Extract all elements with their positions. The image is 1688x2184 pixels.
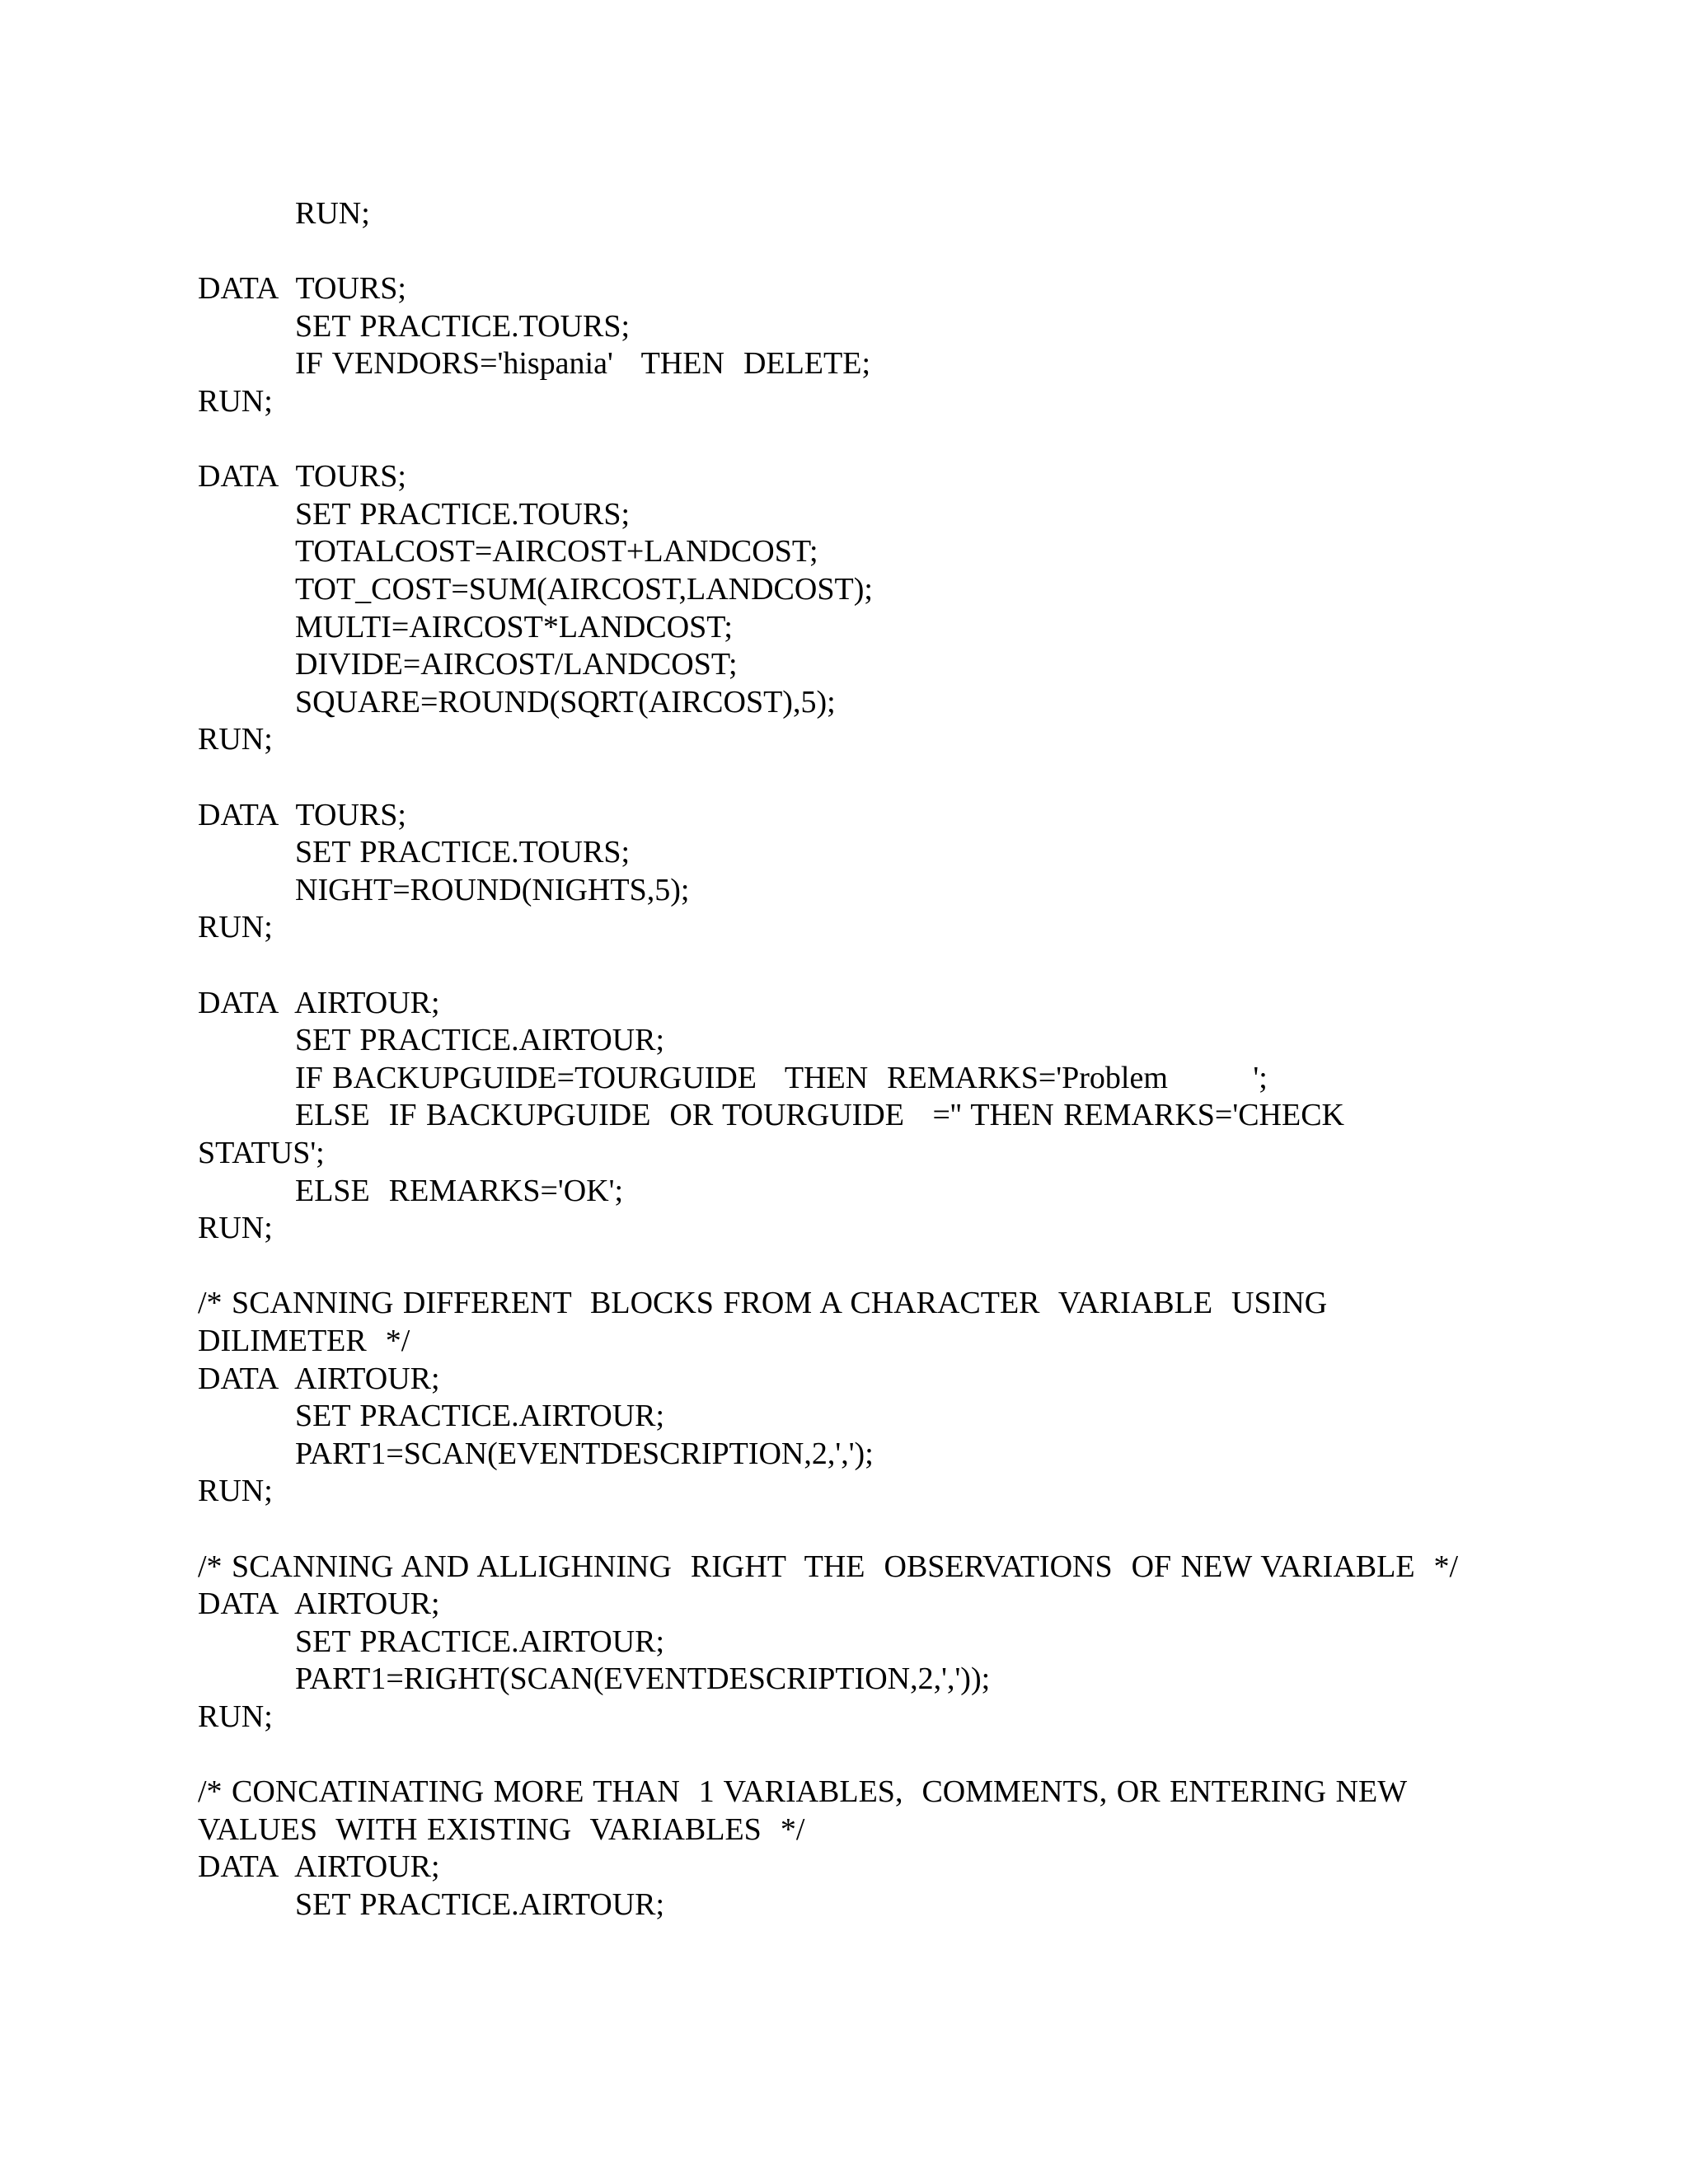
code-line: /* CONCATINATING MORE THAN 1 VARIABLES, COMMENTS, OR ENTERING NEW bbox=[198, 1774, 1408, 1809]
code-line: DILIMETER */ bbox=[198, 1324, 410, 1358]
code-line: SET PRACTICE.AIRTOUR; bbox=[295, 1887, 665, 1922]
code-line: DATA TOURS; bbox=[198, 271, 406, 306]
code-line: VALUES WITH EXISTING VARIABLES */ bbox=[198, 1812, 805, 1847]
code-line: DATA AIRTOUR; bbox=[198, 986, 440, 1020]
code-line: DATA TOURS; bbox=[198, 459, 406, 494]
code-line: DATA AIRTOUR; bbox=[198, 1849, 440, 1884]
code-line: SET PRACTICE.TOURS; bbox=[295, 309, 631, 344]
code-line: SQUARE=ROUND(SQRT(AIRCOST),5); bbox=[295, 685, 836, 719]
code-line: SET PRACTICE.AIRTOUR; bbox=[295, 1624, 665, 1659]
code-line: RUN; bbox=[198, 1211, 273, 1245]
code-line: SET PRACTICE.AIRTOUR; bbox=[295, 1399, 665, 1433]
code-line: IF VENDORS='hispania' THEN DELETE; bbox=[295, 346, 871, 381]
code-line: DIVIDE=AIRCOST/LANDCOST; bbox=[295, 647, 738, 682]
code-line: RUN; bbox=[198, 384, 273, 419]
code-line: ELSE REMARKS='OK'; bbox=[295, 1174, 624, 1208]
code-line: /* SCANNING DIFFERENT BLOCKS FROM A CHARACTER VARIABLE USING bbox=[198, 1286, 1328, 1320]
code-line: RUN; bbox=[198, 1474, 273, 1508]
code-line: IF BACKUPGUIDE=TOURGUIDE THEN REMARKS='Problem '; bbox=[295, 1061, 1268, 1095]
code-line: DATA AIRTOUR; bbox=[198, 1586, 440, 1621]
code-line: DATA AIRTOUR; bbox=[198, 1361, 440, 1396]
code-line: ELSE IF BACKUPGUIDE OR TOURGUIDE ='' THEN REMARKS='CHECK bbox=[295, 1098, 1344, 1132]
code-line: PART1=RIGHT(SCAN(EVENTDESCRIPTION,2,',')); bbox=[295, 1661, 991, 1696]
code-line: TOTALCOST=AIRCOST+LANDCOST; bbox=[295, 534, 818, 569]
code-line: NIGHT=ROUND(NIGHTS,5); bbox=[295, 873, 690, 907]
code-line: /* SCANNING AND ALLIGHNING RIGHT THE OBSERVATIONS OF NEW VARIABLE */ bbox=[198, 1549, 1459, 1584]
code-line: RUN; bbox=[198, 910, 273, 944]
code-line: TOT_COST=SUM(AIRCOST,LANDCOST); bbox=[295, 572, 873, 607]
code-line: SET PRACTICE.AIRTOUR; bbox=[295, 1023, 665, 1057]
code-line: RUN; bbox=[198, 722, 273, 757]
code-line: DATA TOURS; bbox=[198, 798, 406, 832]
code-line: RUN; bbox=[198, 1699, 273, 1734]
code-line: SET PRACTICE.TOURS; bbox=[295, 835, 631, 869]
code-line: SET PRACTICE.TOURS; bbox=[295, 497, 631, 532]
code-line: STATUS'; bbox=[198, 1136, 325, 1170]
code-line: PART1=SCAN(EVENTDESCRIPTION,2,','); bbox=[295, 1436, 874, 1471]
code-line: RUN; bbox=[295, 196, 370, 231]
code-line: MULTI=AIRCOST*LANDCOST; bbox=[295, 610, 733, 644]
